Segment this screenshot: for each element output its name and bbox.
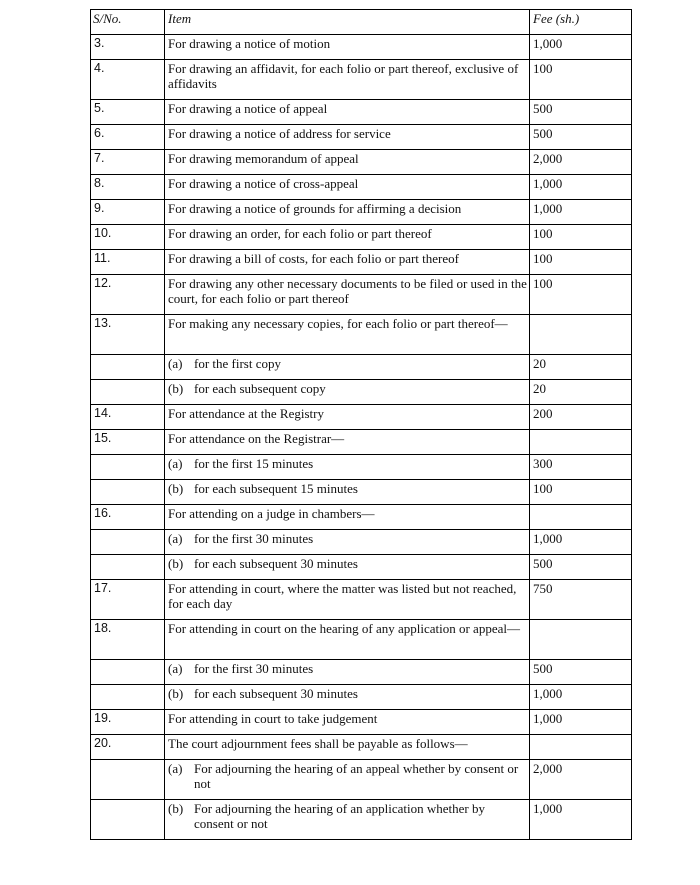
row-sno: 6. (91, 125, 165, 150)
sub-row (91, 685, 632, 710)
header-sno: S/No. (91, 10, 165, 35)
table-row (91, 225, 632, 250)
sub-text: for each subsequent copy (194, 381, 326, 396)
row-sno: 12. (91, 275, 165, 315)
fee-schedule-table (90, 9, 632, 840)
sub-row (91, 555, 632, 580)
sub-item (165, 800, 530, 840)
row-fee: 200 (530, 405, 632, 430)
table-row (91, 710, 632, 735)
table-row (91, 315, 632, 355)
sub-row (91, 530, 632, 555)
sub-label: (b) (168, 381, 184, 396)
row-sno: 5. (91, 100, 165, 125)
sub-item (165, 455, 530, 480)
row-fee: 1,000 (530, 710, 632, 735)
row-item: For drawing memorandum of appeal (165, 150, 530, 175)
sub-row (91, 480, 632, 505)
sub-text: For adjourning the hearing of an appeal whether by consent or not (194, 761, 519, 791)
sub-label: (a) (168, 761, 183, 776)
sub-text: for each subsequent 30 minutes (194, 686, 358, 701)
row-fee: 2,000 (530, 150, 632, 175)
sub-label: (b) (168, 481, 184, 496)
row-fee (530, 620, 632, 660)
row-item: For drawing a notice of motion (165, 35, 530, 60)
row-item: For drawing a notice of cross-appeal (165, 175, 530, 200)
row-sno: 15. (91, 430, 165, 455)
sub-text: for the first copy (194, 356, 282, 371)
sub-item (165, 685, 530, 710)
row-item: For making any necessary copies, for each folio or part thereof— (165, 315, 530, 355)
row-fee: 100 (530, 250, 632, 275)
sub-fee: 500 (530, 555, 632, 580)
row-sno-blank (91, 355, 165, 380)
row-item: For attending in court on the hearing of any application or appeal— (165, 620, 530, 660)
table-row (91, 275, 632, 315)
sub-fee: 1,000 (530, 800, 632, 840)
sub-row (91, 355, 632, 380)
row-fee: 1,000 (530, 200, 632, 225)
row-item: For drawing any other necessary documents to be filed or used in the court, for each folio or part thereof (165, 275, 530, 315)
sub-label: (a) (168, 356, 183, 371)
sub-fee: 500 (530, 660, 632, 685)
row-sno: 10. (91, 225, 165, 250)
row-sno-blank (91, 480, 165, 505)
row-item: For drawing a notice of address for service (165, 125, 530, 150)
sub-text: for each subsequent 30 minutes (194, 556, 358, 571)
table-row (91, 175, 632, 200)
row-fee: 500 (530, 100, 632, 125)
row-fee: 100 (530, 225, 632, 250)
sub-item (165, 355, 530, 380)
table-row (91, 735, 632, 760)
sub-fee: 1,000 (530, 530, 632, 555)
table-row (91, 405, 632, 430)
sub-label: (b) (168, 556, 184, 571)
row-item: For attending on a judge in chambers— (165, 505, 530, 530)
row-sno: 11. (91, 250, 165, 275)
row-sno: 20. (91, 735, 165, 760)
row-sno: 7. (91, 150, 165, 175)
table-row (91, 430, 632, 455)
sub-label: (a) (168, 531, 183, 546)
sub-label: (a) (168, 456, 183, 471)
row-fee: 500 (530, 125, 632, 150)
sub-row (91, 800, 632, 840)
table-row (91, 125, 632, 150)
row-item: For drawing a bill of costs, for each folio or part thereof (165, 250, 530, 275)
row-item: For attending in court to take judgement (165, 710, 530, 735)
row-fee: 1,000 (530, 35, 632, 60)
row-item: For drawing a notice of appeal (165, 100, 530, 125)
row-fee: 100 (530, 275, 632, 315)
sub-row (91, 380, 632, 405)
table-row (91, 35, 632, 60)
sub-item (165, 480, 530, 505)
sub-item (165, 660, 530, 685)
row-sno-blank (91, 685, 165, 710)
row-sno: 8. (91, 175, 165, 200)
row-sno: 17. (91, 580, 165, 620)
table-row (91, 505, 632, 530)
sub-fee: 2,000 (530, 760, 632, 800)
row-item: For attending in court, where the matter was listed but not reached, for each day (165, 580, 530, 620)
table-row (91, 580, 632, 620)
sub-text: for the first 15 minutes (194, 456, 314, 471)
row-fee (530, 430, 632, 455)
row-item: For attendance at the Registry (165, 405, 530, 430)
sub-item (165, 555, 530, 580)
sub-row (91, 760, 632, 800)
sub-text: for each subsequent 15 minutes (194, 481, 358, 496)
row-sno-blank (91, 660, 165, 685)
table-row (91, 200, 632, 225)
row-fee: 100 (530, 60, 632, 100)
row-sno-blank (91, 555, 165, 580)
sub-label: (b) (168, 686, 184, 701)
header-item: Item (165, 10, 530, 35)
row-fee (530, 735, 632, 760)
row-item: The court adjournment fees shall be payable as follows— (165, 735, 530, 760)
sub-row (91, 660, 632, 685)
table-row (91, 100, 632, 125)
row-sno: 3. (91, 35, 165, 60)
sub-label: (a) (168, 661, 183, 676)
table-row (91, 150, 632, 175)
row-item: For drawing an order, for each folio or part thereof (165, 225, 530, 250)
table-row (91, 60, 632, 100)
row-fee (530, 505, 632, 530)
row-sno: 18. (91, 620, 165, 660)
row-item: For drawing an affidavit, for each folio or part thereof, exclusive of affidavits (165, 60, 530, 100)
sub-item (165, 530, 530, 555)
sub-text: For adjourning the hearing of an application whether by consent or not (194, 801, 485, 831)
row-sno: 4. (91, 60, 165, 100)
row-fee (530, 315, 632, 355)
row-item: For attendance on the Registrar— (165, 430, 530, 455)
header-fee: Fee (sh.) (530, 10, 632, 35)
sub-item (165, 380, 530, 405)
row-fee: 750 (530, 580, 632, 620)
sub-label: (b) (168, 801, 184, 816)
sub-fee: 20 (530, 355, 632, 380)
row-fee: 1,000 (530, 175, 632, 200)
sub-fee: 300 (530, 455, 632, 480)
table-row (91, 620, 632, 660)
row-sno: 13. (91, 315, 165, 355)
sub-fee: 20 (530, 380, 632, 405)
sub-row (91, 455, 632, 480)
row-item: For drawing a notice of grounds for affirming a decision (165, 200, 530, 225)
row-sno: 14. (91, 405, 165, 430)
sub-item (165, 760, 530, 800)
row-sno: 16. (91, 505, 165, 530)
table-header-row (91, 10, 632, 35)
row-sno-blank (91, 800, 165, 840)
sub-text: for the first 30 minutes (194, 661, 314, 676)
row-sno: 19. (91, 710, 165, 735)
sub-text: for the first 30 minutes (194, 531, 314, 546)
table-row (91, 250, 632, 275)
row-sno-blank (91, 530, 165, 555)
row-sno-blank (91, 760, 165, 800)
row-sno-blank (91, 380, 165, 405)
sub-fee: 100 (530, 480, 632, 505)
row-sno: 9. (91, 200, 165, 225)
sub-fee: 1,000 (530, 685, 632, 710)
row-sno-blank (91, 455, 165, 480)
